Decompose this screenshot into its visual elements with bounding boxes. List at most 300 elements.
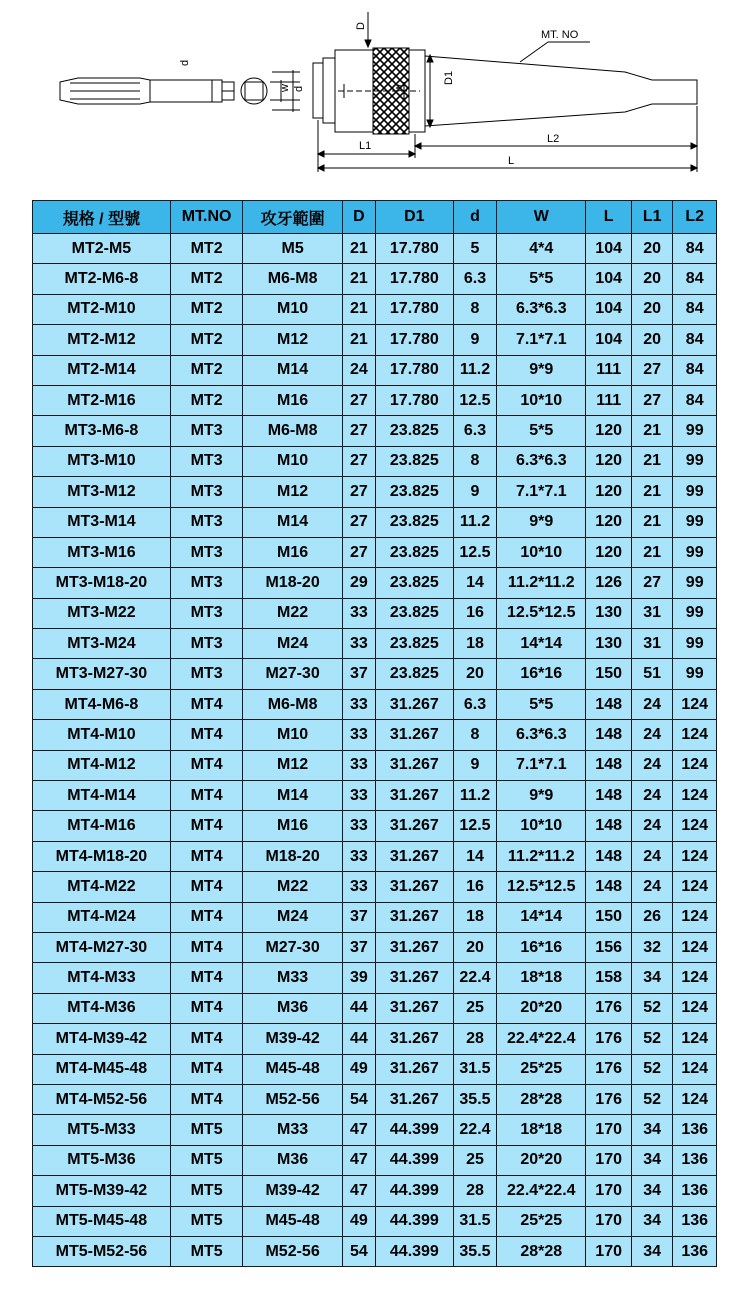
table-row (33, 537, 717, 567)
cell-D: 54 (342, 1084, 375, 1114)
cell-spec-model: MT3-M6-8 (33, 416, 171, 446)
label-w-inner: w (393, 84, 405, 92)
cell-tap-range: M22 (243, 872, 342, 902)
table-row (33, 1176, 717, 1206)
cell-mt-no: MT4 (170, 1054, 243, 1084)
cell-d: 11.2 (453, 781, 497, 811)
cell-L: 176 (586, 1084, 632, 1114)
cell-spec-model: MT4-M39-42 (33, 1024, 171, 1054)
cell-mt-no: MT3 (170, 446, 243, 476)
cell-W: 6.3*6.3 (497, 294, 586, 324)
cell-L: 120 (586, 477, 632, 507)
header-mt-no: MT.NO (170, 201, 243, 234)
cell-W: 5*5 (497, 689, 586, 719)
cell-L: 150 (586, 902, 632, 932)
cell-W: 12.5*12.5 (497, 872, 586, 902)
cell-d: 6.3 (453, 416, 497, 446)
cell-L2: 124 (673, 1084, 717, 1114)
cell-D1: 23.825 (376, 598, 454, 628)
cell-L2: 124 (673, 993, 717, 1023)
cell-mt-no: MT2 (170, 355, 243, 385)
table-row (33, 629, 717, 659)
table-row (33, 325, 717, 355)
cell-L2: 99 (673, 507, 717, 537)
cell-mt-no: MT4 (170, 902, 243, 932)
cell-D: 33 (342, 872, 375, 902)
cell-tap-range: M12 (243, 477, 342, 507)
cell-spec-model: MT3-M24 (33, 629, 171, 659)
cell-tap-range: M16 (243, 811, 342, 841)
cell-D: 47 (342, 1115, 375, 1145)
cell-spec-model: MT4-M18-20 (33, 841, 171, 871)
cell-L2: 84 (673, 325, 717, 355)
cell-L: 148 (586, 841, 632, 871)
cell-tap-range: M36 (243, 1145, 342, 1175)
cell-D: 27 (342, 416, 375, 446)
cell-L: 176 (586, 993, 632, 1023)
cell-spec-model: MT4-M33 (33, 963, 171, 993)
cell-mt-no: MT4 (170, 720, 243, 750)
cell-D1: 44.399 (376, 1236, 454, 1266)
cell-L2: 136 (673, 1115, 717, 1145)
cell-L1: 21 (631, 416, 672, 446)
cell-D: 33 (342, 781, 375, 811)
cell-W: 12.5*12.5 (497, 598, 586, 628)
cell-d: 18 (453, 629, 497, 659)
cell-d: 5 (453, 234, 497, 264)
cell-d: 8 (453, 446, 497, 476)
table-row (33, 446, 717, 476)
cell-D: 37 (342, 902, 375, 932)
cell-tap-range: M14 (243, 507, 342, 537)
table-row (33, 477, 717, 507)
cell-d: 28 (453, 1176, 497, 1206)
cell-d: 8 (453, 720, 497, 750)
cell-L2: 124 (673, 689, 717, 719)
cell-L2: 124 (673, 1054, 717, 1084)
cell-tap-range: M10 (243, 294, 342, 324)
cell-d: 12.5 (453, 385, 497, 415)
cell-tap-range: M16 (243, 537, 342, 567)
table-row (33, 355, 717, 385)
tap-holder-diagram (0, 0, 750, 196)
table-row (33, 1206, 717, 1236)
cell-L2: 99 (673, 537, 717, 567)
cell-L2: 124 (673, 932, 717, 962)
cell-L: 158 (586, 963, 632, 993)
header-tap-range: 攻牙範圍 (243, 201, 342, 234)
cell-L1: 26 (631, 902, 672, 932)
table-row (33, 659, 717, 689)
cell-D1: 23.825 (376, 446, 454, 476)
label-d-left: d (179, 59, 191, 66)
cell-W: 9*9 (497, 355, 586, 385)
cell-W: 18*18 (497, 963, 586, 993)
cell-L1: 52 (631, 1024, 672, 1054)
cell-W: 14*14 (497, 902, 586, 932)
label-L1: L1 (359, 140, 372, 152)
cell-mt-no: MT5 (170, 1236, 243, 1266)
cell-tap-range: M18-20 (243, 568, 342, 598)
cell-L2: 99 (673, 416, 717, 446)
cell-d: 6.3 (453, 689, 497, 719)
cell-spec-model: MT4-M45-48 (33, 1054, 171, 1084)
cell-W: 20*20 (497, 993, 586, 1023)
cell-tap-range: M5 (243, 234, 342, 264)
cell-D: 39 (342, 963, 375, 993)
table-row (33, 932, 717, 962)
table-row (33, 1054, 717, 1084)
cell-L1: 21 (631, 477, 672, 507)
cell-mt-no: MT5 (170, 1176, 243, 1206)
cell-W: 11.2*11.2 (497, 568, 586, 598)
cell-mt-no: MT4 (170, 811, 243, 841)
cell-L: 111 (586, 385, 632, 415)
cell-d: 9 (453, 750, 497, 780)
table-row (33, 720, 717, 750)
table-row (33, 872, 717, 902)
cell-L2: 99 (673, 629, 717, 659)
cell-spec-model: MT3-M10 (33, 446, 171, 476)
label-D1: D1 (443, 70, 455, 85)
cell-D1: 23.825 (376, 507, 454, 537)
cell-tap-range: M6-M8 (243, 416, 342, 446)
cell-tap-range: M27-30 (243, 932, 342, 962)
cell-tap-range: M24 (243, 902, 342, 932)
cell-spec-model: MT3-M16 (33, 537, 171, 567)
cell-D1: 17.780 (376, 234, 454, 264)
cell-tap-range: M45-48 (243, 1206, 342, 1236)
cell-spec-model: MT4-M52-56 (33, 1084, 171, 1114)
cell-W: 10*10 (497, 537, 586, 567)
cell-D1: 31.267 (376, 993, 454, 1023)
cell-D: 37 (342, 932, 375, 962)
cell-D: 33 (342, 720, 375, 750)
cell-d: 14 (453, 568, 497, 598)
cell-tap-range: M18-20 (243, 841, 342, 871)
cell-spec-model: MT2-M10 (33, 294, 171, 324)
cell-L: 176 (586, 1024, 632, 1054)
cell-D: 33 (342, 598, 375, 628)
cell-D: 47 (342, 1176, 375, 1206)
cell-mt-no: MT4 (170, 1024, 243, 1054)
cell-L1: 21 (631, 446, 672, 476)
cell-L2: 84 (673, 355, 717, 385)
table-row (33, 993, 717, 1023)
cell-W: 25*25 (497, 1054, 586, 1084)
cell-d: 31.5 (453, 1054, 497, 1084)
cell-D1: 31.267 (376, 1024, 454, 1054)
cell-d: 9 (453, 325, 497, 355)
table-row (33, 1236, 717, 1266)
cell-L1: 52 (631, 1054, 672, 1084)
cell-mt-no: MT2 (170, 234, 243, 264)
cell-d: 16 (453, 598, 497, 628)
cell-L: 148 (586, 689, 632, 719)
cell-L: 120 (586, 537, 632, 567)
table-row (33, 689, 717, 719)
cell-spec-model: MT4-M36 (33, 993, 171, 1023)
cell-W: 11.2*11.2 (497, 841, 586, 871)
cell-D1: 44.399 (376, 1115, 454, 1145)
cell-L2: 84 (673, 234, 717, 264)
cell-D1: 31.267 (376, 781, 454, 811)
cell-D1: 23.825 (376, 477, 454, 507)
table-row (33, 963, 717, 993)
header-d: d (453, 201, 497, 234)
table-row (33, 1084, 717, 1114)
cell-spec-model: MT4-M22 (33, 872, 171, 902)
cell-W: 5*5 (497, 264, 586, 294)
label-w-side: w (279, 84, 291, 92)
cell-W: 9*9 (497, 781, 586, 811)
cell-spec-model: MT2-M14 (33, 355, 171, 385)
cell-L2: 84 (673, 264, 717, 294)
cell-W: 10*10 (497, 811, 586, 841)
cell-L2: 99 (673, 477, 717, 507)
cell-D: 33 (342, 811, 375, 841)
cell-D: 27 (342, 537, 375, 567)
cell-d: 12.5 (453, 811, 497, 841)
cell-L1: 20 (631, 325, 672, 355)
label-mt-no: MT. NO (541, 29, 579, 41)
cell-D1: 17.780 (376, 385, 454, 415)
cell-spec-model: MT4-M27-30 (33, 932, 171, 962)
cell-tap-range: M6-M8 (243, 264, 342, 294)
cell-spec-model: MT5-M33 (33, 1115, 171, 1145)
cell-D: 27 (342, 477, 375, 507)
cell-W: 14*14 (497, 629, 586, 659)
tap-drawing (60, 78, 234, 104)
cell-W: 4*4 (497, 234, 586, 264)
table-row (33, 902, 717, 932)
cell-L2: 99 (673, 446, 717, 476)
cell-W: 10*10 (497, 385, 586, 415)
cell-spec-model: MT3-M22 (33, 598, 171, 628)
cell-tap-range: M6-M8 (243, 689, 342, 719)
cell-D: 21 (342, 325, 375, 355)
cell-mt-no: MT4 (170, 750, 243, 780)
cell-mt-no: MT2 (170, 325, 243, 355)
cell-D1: 17.780 (376, 264, 454, 294)
cell-L: 111 (586, 355, 632, 385)
cell-mt-no: MT3 (170, 659, 243, 689)
cell-mt-no: MT2 (170, 294, 243, 324)
cell-D: 33 (342, 629, 375, 659)
cell-mt-no: MT3 (170, 629, 243, 659)
cell-D1: 31.267 (376, 1054, 454, 1084)
cell-d: 14 (453, 841, 497, 871)
table-row (33, 781, 717, 811)
cell-L: 120 (586, 507, 632, 537)
cell-mt-no: MT3 (170, 598, 243, 628)
table-row (33, 568, 717, 598)
square-end-view (241, 70, 300, 112)
cell-mt-no: MT3 (170, 507, 243, 537)
cell-tap-range: M12 (243, 750, 342, 780)
cell-mt-no: MT3 (170, 477, 243, 507)
cell-mt-no: MT5 (170, 1145, 243, 1175)
cell-D1: 44.399 (376, 1206, 454, 1236)
cell-L2: 124 (673, 872, 717, 902)
cell-L1: 27 (631, 385, 672, 415)
cell-L1: 24 (631, 841, 672, 871)
cell-spec-model: MT2-M6-8 (33, 264, 171, 294)
cell-D1: 17.780 (376, 325, 454, 355)
label-D-top: D (355, 22, 367, 30)
cell-L2: 99 (673, 598, 717, 628)
cell-tap-range: M10 (243, 720, 342, 750)
cell-L1: 24 (631, 872, 672, 902)
cell-L1: 20 (631, 234, 672, 264)
cell-mt-no: MT3 (170, 568, 243, 598)
cell-tap-range: M16 (243, 385, 342, 415)
cell-spec-model: MT4-M24 (33, 902, 171, 932)
cell-D: 21 (342, 294, 375, 324)
header-spec-model: 規格 / 型號 (33, 201, 171, 234)
cell-L: 170 (586, 1176, 632, 1206)
cell-d: 20 (453, 932, 497, 962)
cell-W: 9*9 (497, 507, 586, 537)
cell-D: 33 (342, 841, 375, 871)
cell-L1: 51 (631, 659, 672, 689)
cell-spec-model: MT4-M12 (33, 750, 171, 780)
cell-L2: 84 (673, 385, 717, 415)
cell-spec-model: MT2-M12 (33, 325, 171, 355)
cell-L2: 124 (673, 1024, 717, 1054)
cell-tap-range: M14 (243, 355, 342, 385)
cell-L2: 124 (673, 750, 717, 780)
table-row (33, 598, 717, 628)
cell-W: 20*20 (497, 1145, 586, 1175)
cell-d: 22.4 (453, 963, 497, 993)
cell-tap-range: M24 (243, 629, 342, 659)
cell-mt-no: MT3 (170, 416, 243, 446)
cell-D1: 17.780 (376, 355, 454, 385)
cell-L1: 27 (631, 355, 672, 385)
cell-L: 104 (586, 294, 632, 324)
header-D: D (342, 201, 375, 234)
cell-L: 104 (586, 325, 632, 355)
cell-L1: 24 (631, 781, 672, 811)
cell-mt-no: MT4 (170, 689, 243, 719)
cell-tap-range: M22 (243, 598, 342, 628)
cell-L2: 136 (673, 1206, 717, 1236)
cell-W: 7.1*7.1 (497, 750, 586, 780)
cell-L: 170 (586, 1115, 632, 1145)
cell-D1: 31.267 (376, 841, 454, 871)
cell-tap-range: M33 (243, 963, 342, 993)
cell-tap-range: M52-56 (243, 1084, 342, 1114)
cell-spec-model: MT5-M36 (33, 1145, 171, 1175)
cell-tap-range: M36 (243, 993, 342, 1023)
table-row (33, 234, 717, 264)
table-row (33, 416, 717, 446)
cell-mt-no: MT4 (170, 1084, 243, 1114)
holder-drawing (313, 48, 697, 134)
cell-L: 148 (586, 720, 632, 750)
cell-d: 16 (453, 872, 497, 902)
cell-L: 170 (586, 1206, 632, 1236)
cell-D1: 23.825 (376, 568, 454, 598)
cell-spec-model: MT3-M18-20 (33, 568, 171, 598)
cell-D: 33 (342, 750, 375, 780)
cell-L1: 34 (631, 1115, 672, 1145)
cell-spec-model: MT5-M52-56 (33, 1236, 171, 1266)
cell-D1: 31.267 (376, 720, 454, 750)
header-L: L (586, 201, 632, 234)
cell-mt-no: MT3 (170, 537, 243, 567)
cell-mt-no: MT4 (170, 932, 243, 962)
cell-spec-model: MT4-M14 (33, 781, 171, 811)
cell-L: 120 (586, 446, 632, 476)
label-d-side: d (293, 85, 305, 92)
cell-tap-range: M14 (243, 781, 342, 811)
cell-L: 150 (586, 659, 632, 689)
cell-D1: 23.825 (376, 537, 454, 567)
table-body (33, 234, 717, 1267)
cell-D1: 17.780 (376, 294, 454, 324)
cell-D: 29 (342, 568, 375, 598)
cell-D1: 31.267 (376, 811, 454, 841)
cell-d: 22.4 (453, 1115, 497, 1145)
cell-L: 170 (586, 1236, 632, 1266)
cell-W: 16*16 (497, 932, 586, 962)
cell-tap-range: M27-30 (243, 659, 342, 689)
header-W: W (497, 201, 586, 234)
cell-L2: 124 (673, 902, 717, 932)
cell-d: 18 (453, 902, 497, 932)
cell-L1: 34 (631, 1206, 672, 1236)
cell-D: 44 (342, 993, 375, 1023)
cell-L2: 99 (673, 659, 717, 689)
cell-tap-range: M12 (243, 325, 342, 355)
cell-D: 54 (342, 1236, 375, 1266)
cell-D: 47 (342, 1145, 375, 1175)
cell-L1: 31 (631, 598, 672, 628)
table-row (33, 385, 717, 415)
cell-D1: 31.267 (376, 963, 454, 993)
cell-D: 27 (342, 446, 375, 476)
cell-D1: 44.399 (376, 1145, 454, 1175)
cell-L1: 21 (631, 537, 672, 567)
cell-L: 156 (586, 932, 632, 962)
cell-d: 25 (453, 1145, 497, 1175)
cell-L1: 34 (631, 1176, 672, 1206)
cell-L1: 34 (631, 963, 672, 993)
mt-no-leader (520, 42, 590, 62)
cell-L: 148 (586, 811, 632, 841)
cell-D: 27 (342, 507, 375, 537)
cell-tap-range: M52-56 (243, 1236, 342, 1266)
cell-tap-range: M39-42 (243, 1024, 342, 1054)
cell-spec-model: MT3-M14 (33, 507, 171, 537)
cell-spec-model: MT3-M27-30 (33, 659, 171, 689)
cell-L2: 124 (673, 811, 717, 841)
cell-mt-no: MT4 (170, 781, 243, 811)
cell-L: 130 (586, 598, 632, 628)
cell-d: 8 (453, 294, 497, 324)
cell-L1: 24 (631, 750, 672, 780)
table-header-row (33, 201, 717, 234)
cell-D1: 31.267 (376, 902, 454, 932)
cell-L1: 34 (631, 1236, 672, 1266)
cell-spec-model: MT4-M6-8 (33, 689, 171, 719)
label-L: L (508, 155, 515, 167)
cell-d: 6.3 (453, 264, 497, 294)
spec-table (32, 200, 717, 1267)
cell-L1: 32 (631, 932, 672, 962)
